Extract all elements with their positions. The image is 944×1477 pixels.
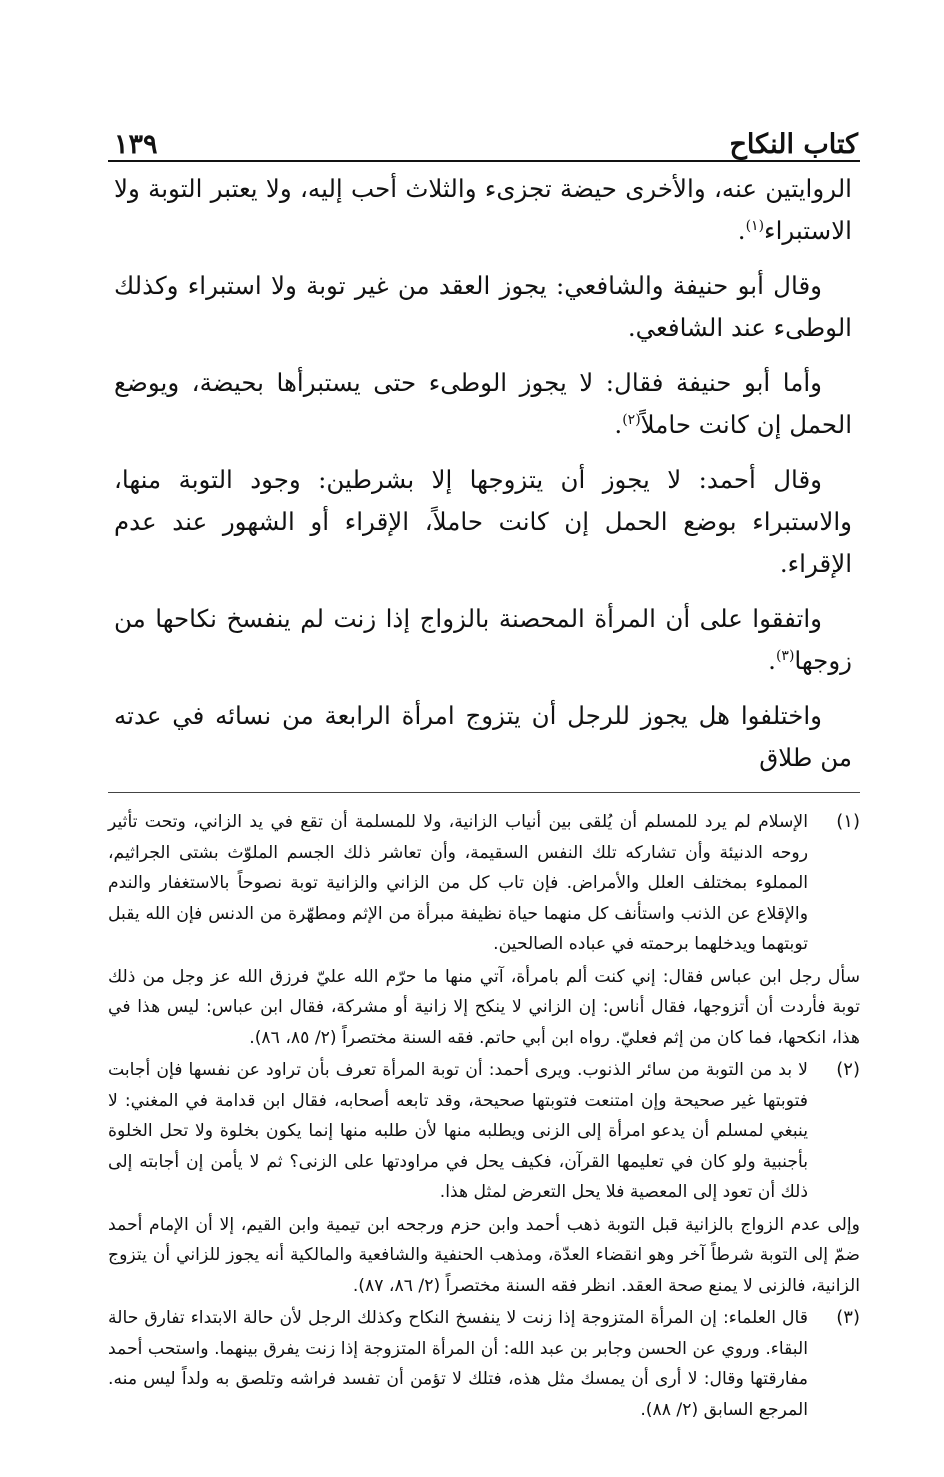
footnote-body xyxy=(108,807,860,1055)
footnote-ref-3: (٣) xyxy=(775,647,795,664)
paragraph-5-text: واتفقوا على أن المرأة المحصنة بالزواج إذا زنت لم ينفسخ نكاحها من زوجها xyxy=(114,604,852,675)
main-text xyxy=(108,168,860,779)
paragraph-1-text: الروايتين عنه، والأخرى حيضة تجزىء والثلاث أحب إليه، ولا يعتبر التوبة ولا الاستبراء xyxy=(114,174,852,245)
footnote-ref-1: (١) xyxy=(745,217,765,234)
footnote-2 xyxy=(108,1055,860,1303)
paragraph-3 xyxy=(108,362,860,446)
paragraph-6: واختلفوا هل يجوز للرجل أن يتزوج امرأة الرابعة من نسائه في عدته من طلاق xyxy=(114,701,852,772)
footnote-body xyxy=(108,1055,860,1303)
book-title: كتاب النكاح xyxy=(729,129,858,160)
paragraph-1-end: . xyxy=(737,216,746,245)
footnote-paragraph: سأل رجل ابن عباس فقال: إني كنت ألم بامرأة، آتي منها ما حرّم الله عليّ فرزق الله عز وجل من ذلك توبة فأردت أن أتزوجها، فقال أناس: إن الزاني لا ينكح إلا زانية أو مشركة، فقال ابن عباس: ليس هذا في هذا، انكحها، فما كان من إثم فعليّ. رواه ابن أبي حاتم. فقه السنة مختصراً (٢/ ٨٥، ٨٦). xyxy=(108,966,860,1048)
footnote-body xyxy=(108,1303,808,1427)
footnote-separator xyxy=(108,792,860,793)
paragraph-1 xyxy=(108,168,860,252)
paragraph-4: وقال أحمد: لا يجوز أن يتزوجها إلا بشرطين: وجود التوبة منها، والاستبراء بوضع الحمل إن كانت حاملاً، الإقراء أو الشهور عند عدم الإقراء. xyxy=(114,465,852,578)
footnote-ref-2: (٢) xyxy=(622,411,641,428)
footnote-paragraph: الإسلام لم يرد للمسلم أن يُلقى بين أنياب الزانية، ولا للمسلمة أن تقع في يد الزاني، وتحت تأثير روحه الدنيئة وأن تشاركه تلك النفس السقيمة، وأن تعاشر ذلك الجسم الملوّث بشتى الجراثيم، المملوء بمختلف العلل والأمراض. فإن تاب كل من الزاني والزانية توبة نصوحاً بالاستغفار والندم والإقلاع عن الذنب واستأنف كل منهما حياة نظيفة مبرأة من الإثم ومطهّرة من الدنس فإن الله يقبل توبتهما ويدخلهما برحمته في عباده الصالحين. xyxy=(108,812,808,954)
paragraph-5 xyxy=(108,598,860,682)
page-number: ١٣٩ xyxy=(114,129,158,160)
footnote-number: (٣) xyxy=(836,1307,860,1328)
book-page xyxy=(108,108,860,1427)
page-header xyxy=(108,108,860,162)
footnote-paragraph: قال العلماء: إن المرأة المتزوجة إذا زنت لا ينفسخ النكاح وكذلك الرجل لأن حالة الابتداء تفارق حالة البقاء. وروي عن الحسن وجابر بن عبد الله: أن المرأة المتزوجة إذا زنت يفرق بينهما. واستحب أحمد مفارقتها وقال: لا أرى أن يمسك مثل هذه، فتلك لا تؤمن أن تفسد فراشه وتلصق به ولداً ليس منه. المرجع السابق (٢/ ٨٨). xyxy=(108,1308,808,1420)
paragraph-2: وقال أبو حنيفة والشافعي: يجوز العقد من غير توبة ولا استبراء وكذلك الوطىء عند الشافعي. xyxy=(114,271,852,342)
footnote-1 xyxy=(108,807,860,1055)
footnotes xyxy=(108,807,860,1427)
footnote-paragraph: لا بد من التوبة من سائر الذنوب. ويرى أحمد: أن توبة المرأة تعرف بأن تراود عن نفسها فإن أجابت فتوبتها غير صحيحة وإن امتنعت فتوبتها صحيحة، وقد تابعه أصحابه، فقال ابن قدامة في المغني: لا ينبغي لمسلم أن يدعو امرأة إلى الزنى ويطلبه منها لأن طلبه منها إنما يكون بخلوة ولا تحل الخلوة بأجنبية ولو كان في تعليمها القرآن، فكيف يحل في مراودتها على الزنى؟ ثم لا يأمن إن أجابته إلى ذلك أن تعود إلى المعصية فلا يحل التعرض لمثل هذا. xyxy=(108,1060,808,1202)
footnote-number: (١) xyxy=(836,811,860,832)
paragraph-3-end: . xyxy=(614,410,623,439)
footnote-paragraph: وإلى عدم الزواج بالزانية قبل التوبة ذهب أحمد وابن حزم ورجحه ابن تيمية وابن القيم، إلا أن الإمام أحمد ضمّ إلى التوبة شرطاً آخر وهو انقضاء العدّة، ومذهب الحنفية والشافعية والمالكية أنه يجوز للزاني أن يتزوج الزانية، فالزنى لا يمنع صحة العقد. انظر فقه السنة مختصراً (٢/ ٨٦، ٨٧). xyxy=(108,1214,860,1296)
paragraph-5-end: . xyxy=(768,646,776,675)
paragraph-3-text: وأما أبو حنيفة فقال: لا يجوز الوطىء حتى يستبرأها بحيضة، ويوضع الحمل إن كانت حاملاً xyxy=(114,368,852,439)
footnote-number: (٢) xyxy=(836,1059,860,1080)
footnote-3 xyxy=(108,1303,860,1427)
